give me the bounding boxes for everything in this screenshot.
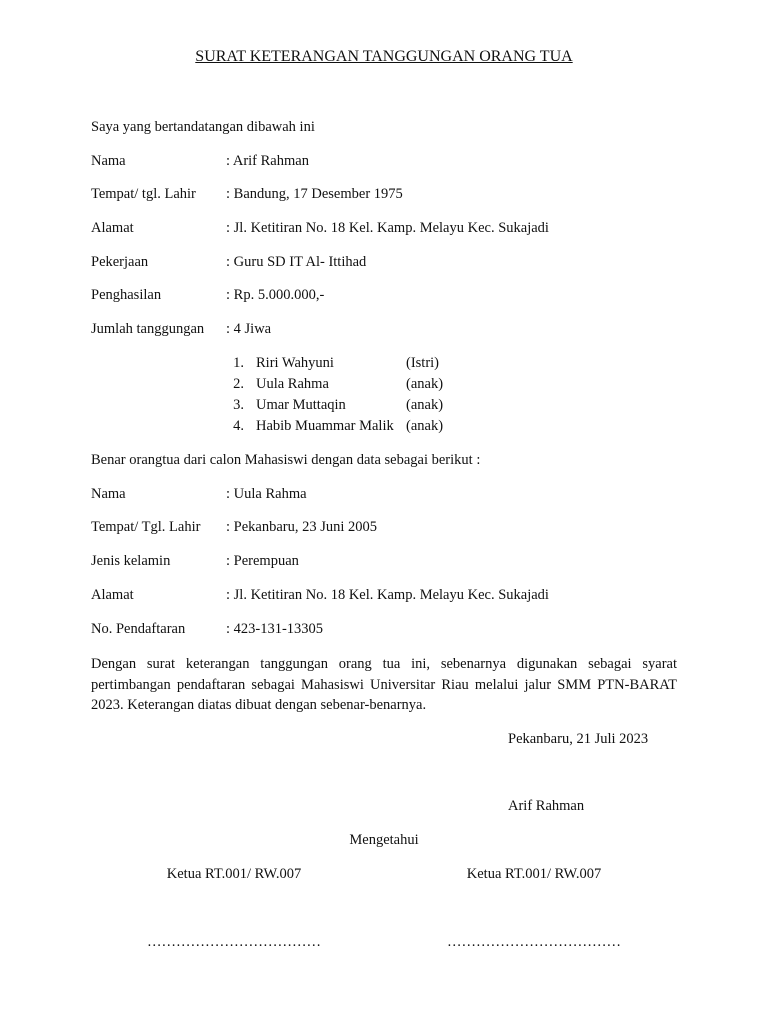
dependent-name: Habib Muammar Malik [256,418,394,434]
parent-job-value: : Guru SD IT Al- Ittihad [226,254,367,270]
student-birth-label: Tempat/ Tgl. Lahir [91,519,201,535]
signature-line-left: ……………………………… [147,934,321,950]
student-registration-label: No. Pendaftaran [91,621,186,637]
dependent-number: 1. [233,355,244,371]
parent-job-label: Pekerjaan [91,254,149,270]
student-gender-value: : Perempuan [226,553,299,569]
student-name-label: Nama [91,486,126,502]
dependent-name: Uula Rahma [256,376,329,392]
document-title: SURAT KETERANGAN TANGGUNGAN ORANG TUA [195,48,573,65]
student-address-value: : Jl. Ketitiran No. 18 Kel. Kamp. Melayu Kec. Sukajadi [226,587,549,603]
dependent-name: Umar Muttaqin [256,397,346,413]
parent-birth-value: : Bandung, 17 Desember 1975 [226,186,403,202]
place-date: Pekanbaru, 21 Juli 2023 [508,731,649,747]
student-birth-value: : Pekanbaru, 23 Juni 2005 [226,519,378,535]
student-registration-value: : 423-131-13305 [226,621,324,637]
parent-dependents-value: : 4 Jiwa [226,321,272,337]
parent-address-label: Alamat [91,220,134,236]
intro-text: Saya yang bertandatangan dibawah ini [91,119,315,135]
dependent-relation: (anak) [406,418,444,434]
parent-birth-label: Tempat/ tgl. Lahir [91,186,196,202]
dependent-name: Riri Wahyuni [256,355,334,371]
dependent-relation: (anak) [406,397,444,413]
signature-line-right: ……………………………… [447,934,621,950]
acknowledged-heading: Mengetahui [349,832,419,848]
rt-official-right: Ketua RT.001/ RW.007 [466,866,602,882]
parent-income-label: Penghasilan [91,287,162,303]
student-intro-text: Benar orangtua dari calon Mahasiswi dengan data sebagai berikut : [91,452,481,468]
parent-income-value: : Rp. 5.000.000,- [226,287,325,303]
dependent-relation: (Istri) [406,355,440,371]
rt-official-left: Ketua RT.001/ RW.007 [166,866,302,882]
dependent-number: 2. [233,376,244,392]
student-gender-label: Jenis kelamin [91,553,171,569]
dependent-relation: (anak) [406,376,444,392]
signer-name: Arif Rahman [508,798,585,814]
parent-dependents-label: Jumlah tanggungan [91,321,205,337]
student-name-value: : Uula Rahma [226,486,307,502]
dependent-number: 4. [233,418,244,434]
parent-address-value: : Jl. Ketitiran No. 18 Kel. Kamp. Melayu Kec. Sukajadi [226,220,549,236]
parent-name-value: : Arif Rahman [226,153,309,169]
parent-name-label: Nama [91,153,126,169]
dependent-number: 3. [233,397,244,413]
student-address-label: Alamat [91,587,134,603]
closing-paragraph: Dengan surat keterangan tanggungan orang tua ini, sebenarnya digunakan sebagai syarat pertimbangan pendaftaran sebagai Mahasiswi Universitar Riau melalui jalur SMM PTN-BARAT 2023. Keterangan diatas dibuat dengan sebenar-benarnya. [91,656,677,713]
